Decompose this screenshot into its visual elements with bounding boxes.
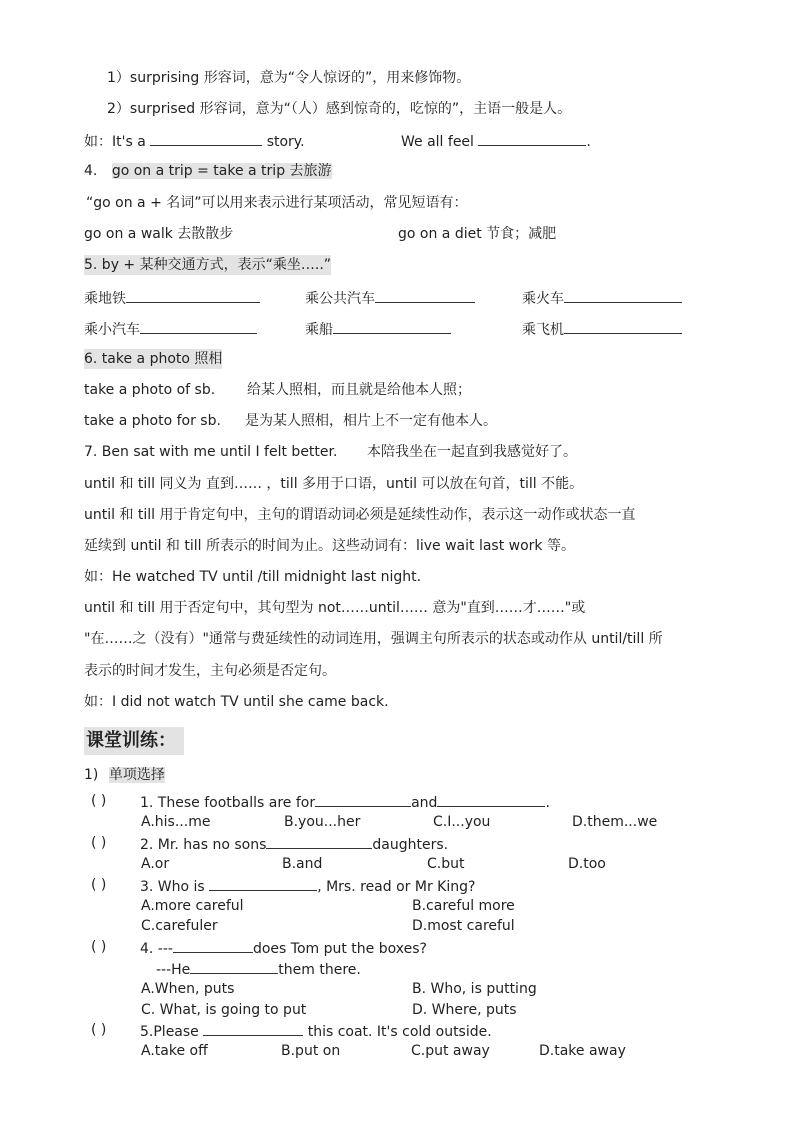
question-text: 2. Mr. has no sons [140,837,267,853]
question-text: does Tom put the boxes? [252,941,427,957]
example-text: . [586,134,591,150]
option-b[interactable]: B.put on [281,1043,341,1059]
answer-blank[interactable] [209,875,317,891]
question-stem [140,833,448,855]
note-line: 本陪我坐在一起直到我感觉好了。 [367,444,577,460]
question-text: 4. --- [140,941,173,957]
answer-blank[interactable] [203,1020,303,1036]
example-line [84,130,305,152]
fill-item [305,318,451,340]
question-stem [140,937,427,959]
subsection-number: 1) [84,767,99,783]
note-line: 延续到 until 和 till 所表示的时间为止。这些动词有：live wait last work 等。 [84,538,575,554]
fill-item [305,287,475,309]
option-b[interactable]: B.and [282,856,323,872]
example-text: 如：It's a [84,134,146,150]
answer-paren[interactable]: ( ) [91,835,107,851]
answer-paren[interactable]: ( ) [91,1022,107,1038]
option-d[interactable]: D.them...we [572,814,658,830]
note-line: take a photo of sb. [84,382,216,398]
option-c[interactable]: C.but [427,856,465,872]
answer-blank[interactable] [266,833,372,849]
note-line: "在……之（没有）"通常与费延续性的动词连用，强调主句所表示的状态或动作从 until/till 所 [84,631,663,647]
answer-paren[interactable]: ( ) [91,793,107,809]
note-line: go on a walk 去散散步 [84,226,234,242]
option-c[interactable]: C. What, is going to put [141,1002,307,1018]
option-b[interactable]: B. Who, is putting [412,981,537,997]
answer-blank[interactable] [437,791,545,807]
note-heading: 6. take a photo 照相 [84,351,223,367]
answer-blank[interactable] [126,287,260,303]
example-line [401,130,591,152]
example-text: We all feel [401,134,474,150]
section-title: 课堂训练： [84,727,184,755]
note-line: take a photo for sb. [84,413,221,429]
option-c[interactable]: C.put away [411,1043,490,1059]
fill-label: 乘船 [305,322,333,338]
question-text: them there. [278,962,361,978]
fill-item [522,287,682,309]
note-line: 7. Ben sat with me until I felt better. [84,444,338,460]
answer-paren[interactable]: ( ) [91,877,107,893]
fill-item [84,318,257,340]
fill-item [84,287,260,309]
question-text: daughters. [372,837,449,853]
question-stem [140,875,475,897]
option-d[interactable]: D.most careful [412,918,515,934]
answer-blank[interactable] [173,937,253,953]
note-line: “go on a + 名词”可以用来表示进行某项活动，常见短语有： [86,195,468,211]
question-text: 3. Who is [140,879,205,895]
note-line: 给某人照相，而且就是给他本人照； [247,382,471,398]
phrase-highlight: go on a trip = take a trip 去旅游 [111,163,332,179]
note-line: until 和 till 用于否定句中，其句型为 not……until…… 意为"直到……才……"或 [84,600,586,616]
question-text: , Mrs. read or Mr King? [317,879,476,895]
example-text: story. [266,134,305,150]
question-text: and [411,795,438,811]
question-stem [140,1020,492,1042]
note-line: 2）surprised 形容词，意为“（人）感到惊奇的，吃惊的”，主语一般是人。 [107,101,572,117]
question-text: . [545,795,550,811]
question-text: 5.Please [140,1024,199,1040]
answer-paren[interactable]: ( ) [91,939,107,955]
option-a[interactable]: A.When, puts [141,981,235,997]
note-heading: 5. by + 某种交通方式，表示“乘坐…..” [84,257,332,273]
subsection-heading [84,765,165,785]
item-number: 4. [84,163,98,179]
option-a[interactable]: A.or [141,856,170,872]
option-c[interactable]: C.I...you [433,814,491,830]
answer-blank[interactable] [564,318,682,334]
question-stem [156,958,361,980]
answer-blank[interactable] [333,318,451,334]
answer-blank[interactable] [564,287,682,303]
fill-label: 乘火车 [522,291,564,307]
note-line: until 和 till 同义为 直到…… ，till 多用于口语，until 可以放在句首，till 不能。 [84,476,584,492]
question-text: this coat. It's cold outside. [307,1024,492,1040]
option-d[interactable]: D.take away [539,1043,626,1059]
answer-blank[interactable] [190,958,278,974]
option-c[interactable]: C.carefuler [141,918,218,934]
fill-item [522,318,682,340]
note-heading [84,161,332,181]
note-line: 表示的时间才发生，主句必须是否定句。 [84,663,336,679]
fill-label: 乘小汽车 [84,322,140,338]
fill-label: 乘飞机 [522,322,564,338]
answer-blank[interactable] [478,130,586,146]
option-d[interactable]: D. Where, puts [412,1002,517,1018]
question-stem [140,791,550,813]
note-line: 如：He watched TV until /till midnight last night. [84,569,422,585]
fill-label: 乘公共汽车 [305,291,375,307]
note-line: 是为某人照相，相片上不一定有他本人。 [245,413,497,429]
option-a[interactable]: A.more careful [141,898,244,914]
question-text: 1. These footballs are for [140,795,316,811]
note-line: go on a diet 节食；减肥 [398,226,557,242]
option-a[interactable]: A.take off [141,1043,208,1059]
answer-blank[interactable] [140,318,257,334]
note-line: 1）surprising 形容词，意为“令人惊讶的”，用来修饰物。 [107,70,471,86]
option-d[interactable]: D.too [568,856,606,872]
option-b[interactable]: B.you...her [284,814,361,830]
note-line: until 和 till 用于肯定句中，主句的谓语动词必须是延续性动作，表示这一动作或状态一直 [84,507,636,523]
answer-blank[interactable] [150,130,262,146]
option-a[interactable]: A.his...me [141,814,211,830]
question-text: ---He [156,962,191,978]
option-b[interactable]: B.careful more [412,898,515,914]
answer-blank[interactable] [375,287,475,303]
answer-blank[interactable] [315,791,411,807]
note-line: 如：I did not watch TV until she came back. [84,694,389,710]
subsection-title: 单项选择 [108,767,165,783]
fill-label: 乘地铁 [84,291,126,307]
